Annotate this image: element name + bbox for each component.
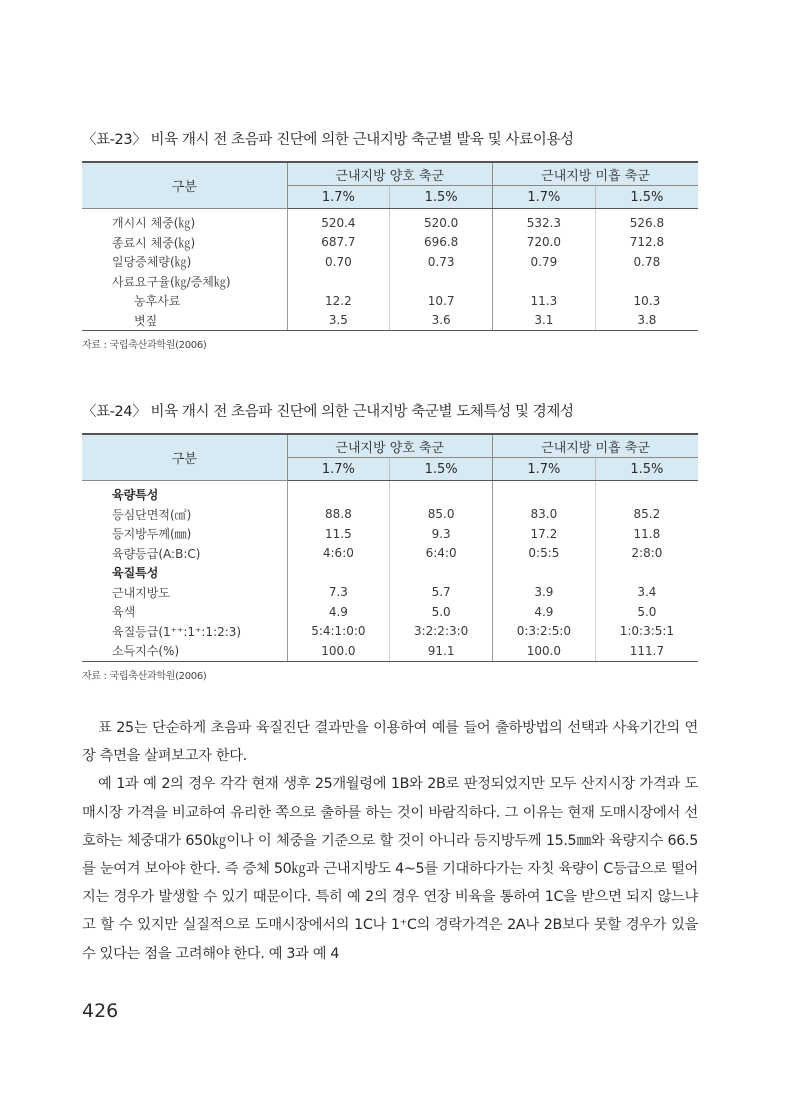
table-23-sub-header: 1.5% xyxy=(595,186,698,209)
cell: 9.3 xyxy=(390,524,493,544)
cell xyxy=(390,563,493,583)
cell: 0.78 xyxy=(595,252,698,272)
table-row xyxy=(82,544,698,564)
cell: 3.4 xyxy=(595,583,698,603)
table-23-sub-header: 1.7% xyxy=(287,186,390,209)
table-24-title: 〈표-24〉 비육 개시 전 초음파 진단에 의한 근내지방 축군별 도체특성 및 경제성 xyxy=(82,404,574,420)
cell: 520.0 xyxy=(390,209,493,233)
table-23-title: 〈표-23〉 비육 개시 전 초음파 진단에 의한 근내지방 축군별 발육 및 사료이용성 xyxy=(82,132,574,148)
row-label: 육량등급(A:B:C) xyxy=(112,546,201,561)
table-24-sub-header: 1.5% xyxy=(390,458,493,481)
cell: 526.8 xyxy=(595,209,698,233)
paragraph-1: 표 25는 단순하게 초음파 육질진단 결과만을 이용하여 예를 들어 출하방법의 선택과 사육기간의 연장 측면을 살펴보고자 한다. xyxy=(82,720,698,765)
cell: 91.1 xyxy=(390,641,493,661)
cell: 3:2:2:3:0 xyxy=(390,622,493,642)
paragraph-2: 예 1과 예 2의 경우 각각 현재 생후 25개월령에 1B와 2B로 판정되었지만 모두 산지시장 가격과 도매시장 가격을 비교하여 유리한 쪽으로 출하를 하는 것이 바람직하다. 그 이유는 현재 도매시장에서 선호하는 체중대가 650㎏이나 이 체중을 기준으로 할 것이 아니라 등지방두께 15.5㎜와 육량지수 66.5를 눈여겨 보아야 한다. 즉 증체 50㎏과 근내지방도 4~5를 기대하다가는 자칫 육량이 C등급으로 떨어지는 경우가 발생할 수 있기 때문이다. 특히 예 2의 경우 연장 비육을 통하여 1C을 받으면 되지 않느냐고 할 수 있지만 실질적으로 도매시장에서의 1C나 1⁺C의 경락가격은 2A나 2B보다 못할 경우가 있을 수 있다는 점을 고려해야 한다. 예 3과 예 4 xyxy=(82,776,698,962)
cell: 2:8:0 xyxy=(595,544,698,564)
table-24 xyxy=(82,433,698,662)
table-row xyxy=(82,209,698,233)
cell: 10.7 xyxy=(390,291,493,311)
table-23-source: 자료 : 국립축산과학원(2006) xyxy=(82,340,207,351)
cell: 85.2 xyxy=(595,505,698,525)
cell: 0.79 xyxy=(493,252,596,272)
table-row xyxy=(82,622,698,642)
section-label: 육량특성 xyxy=(112,488,159,503)
row-label: 등심단면적(㎠) xyxy=(112,507,192,522)
table-24-sub-header: 1.5% xyxy=(595,458,698,481)
cell: 4.9 xyxy=(493,602,596,622)
table-24-group-good-header: 근내지방 양호 축군 xyxy=(287,434,493,458)
row-label: 등지방두께(㎜) xyxy=(112,527,192,542)
cell: 712.8 xyxy=(595,233,698,253)
table-row xyxy=(82,311,698,331)
table-24-sub-header: 1.7% xyxy=(287,458,390,481)
cell: 10.3 xyxy=(595,291,698,311)
cell: 5.0 xyxy=(390,602,493,622)
cell: 687.7 xyxy=(287,233,390,253)
cell: 100.0 xyxy=(493,641,596,661)
table-row xyxy=(82,602,698,622)
cell: 0:5:5 xyxy=(493,544,596,564)
table-row xyxy=(82,291,698,311)
cell: 11.3 xyxy=(493,291,596,311)
cell: 4:6:0 xyxy=(287,544,390,564)
cell: 5.0 xyxy=(595,602,698,622)
cell: 520.4 xyxy=(287,209,390,233)
table-23-category-header: 구분 xyxy=(82,162,287,209)
cell: 0:3:2:5:0 xyxy=(493,622,596,642)
table-row xyxy=(82,583,698,603)
cell: 85.0 xyxy=(390,505,493,525)
cell: 5:4:1:0:0 xyxy=(287,622,390,642)
cell xyxy=(493,272,596,292)
cell xyxy=(287,272,390,292)
table-24-source: 자료 : 국립축산과학원(2006) xyxy=(82,670,207,682)
cell xyxy=(287,563,390,583)
row-label: 육색 xyxy=(112,605,136,620)
cell: 7.3 xyxy=(287,583,390,603)
cell xyxy=(390,481,493,505)
table-row xyxy=(82,481,698,505)
cell xyxy=(493,481,596,505)
row-label: 볏짚 xyxy=(82,311,287,331)
cell: 17.2 xyxy=(493,524,596,544)
table-23-sub-header: 1.5% xyxy=(390,186,493,209)
table-row xyxy=(82,252,698,272)
cell: 1:0:3:5:1 xyxy=(595,622,698,642)
row-label: 개시시 체중(㎏) xyxy=(112,216,196,231)
cell: 83.0 xyxy=(493,505,596,525)
section-label: 육질특성 xyxy=(112,566,159,581)
cell: 12.2 xyxy=(287,291,390,311)
cell: 696.8 xyxy=(390,233,493,253)
cell: 11.8 xyxy=(595,524,698,544)
table-23-group-poor-header: 근내지방 미흡 축군 xyxy=(493,162,699,186)
cell: 6:4:0 xyxy=(390,544,493,564)
table-23-group-good-header: 근내지방 양호 축군 xyxy=(287,162,493,186)
cell: 0.73 xyxy=(390,252,493,272)
row-label: 육질등급(1⁺⁺:1⁺:1:2:3) xyxy=(112,624,242,639)
cell xyxy=(287,481,390,505)
table-24-sub-header: 1.7% xyxy=(493,458,596,481)
table-23 xyxy=(82,161,698,331)
table-row xyxy=(82,233,698,253)
table-row xyxy=(82,563,698,583)
cell: 0.70 xyxy=(287,252,390,272)
cell: 3.6 xyxy=(390,311,493,331)
cell: 11.5 xyxy=(287,524,390,544)
row-label: 사료요구율(㎏/증체㎏) xyxy=(112,274,231,289)
body-text xyxy=(82,714,698,968)
table-24-block xyxy=(82,400,698,682)
table-row xyxy=(82,524,698,544)
cell xyxy=(595,272,698,292)
row-label: 근내지방도 xyxy=(112,585,170,600)
cell: 3.8 xyxy=(595,311,698,331)
table-row xyxy=(82,272,698,292)
cell: 5.7 xyxy=(390,583,493,603)
cell xyxy=(390,272,493,292)
table-24-group-poor-header: 근내지방 미흡 축군 xyxy=(493,434,699,458)
cell: 100.0 xyxy=(287,641,390,661)
table-23-sub-header: 1.7% xyxy=(493,186,596,209)
row-label: 농후사료 xyxy=(134,294,181,309)
cell: 4.9 xyxy=(287,602,390,622)
page-number: 426 xyxy=(82,1000,119,1022)
table-row xyxy=(82,505,698,525)
cell: 3.5 xyxy=(287,311,390,331)
cell: 532.3 xyxy=(493,209,596,233)
table-row xyxy=(82,641,698,661)
row-label: 일당증체량(㎏) xyxy=(112,255,192,270)
table-23-block xyxy=(82,128,698,351)
cell xyxy=(493,563,596,583)
cell: 111.7 xyxy=(595,641,698,661)
cell xyxy=(595,481,698,505)
table-24-category-header: 구분 xyxy=(82,434,287,481)
cell: 88.8 xyxy=(287,505,390,525)
cell: 720.0 xyxy=(493,233,596,253)
row-label: 종료시 체중(㎏) xyxy=(112,235,196,250)
cell xyxy=(595,563,698,583)
row-label: 소득지수(%) xyxy=(82,641,287,661)
cell: 3.9 xyxy=(493,583,596,603)
cell: 3.1 xyxy=(493,311,596,331)
